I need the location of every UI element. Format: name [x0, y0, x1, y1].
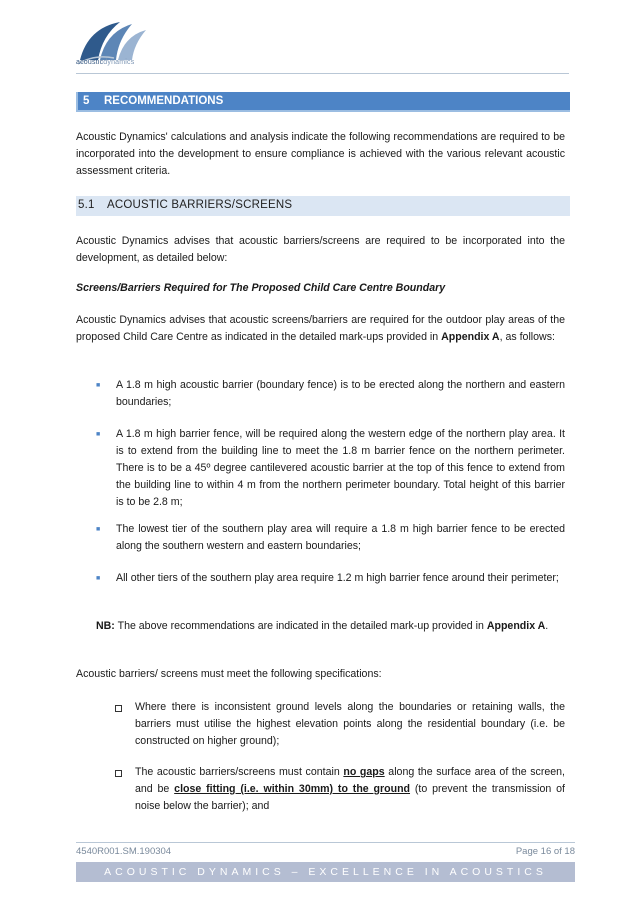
list-item: All other tiers of the southern play area require 1.2 m high barrier fence around their perimeter;	[116, 572, 559, 584]
barrier-requirements-paragraph: Acoustic Dynamics advises that acoustic screens/barriers are required for the outdoor play areas of the proposed Child Care Centre as indicated in the detailed mark-ups provided in Appendix A, as follows:	[76, 314, 565, 343]
note-label: NB:	[96, 620, 115, 632]
bullet-marker-icon: ■	[96, 382, 101, 389]
no-gaps-emphasis: no gaps	[343, 766, 385, 778]
bullet-marker-icon: ■	[96, 575, 101, 582]
close-fitting-emphasis: close fitting (i.e. within 30mm) to the ground	[174, 783, 411, 795]
subsection-number: 5.1	[78, 199, 95, 211]
document-reference: 4540R001.SM.190304	[76, 846, 172, 857]
subsection-title: ACOUSTIC BARRIERS/SCREENS	[107, 199, 293, 211]
section-title: RECOMMENDATIONS	[104, 95, 224, 107]
page-number: Page 16 of 18	[515, 846, 575, 857]
logo-wordmark: acousticdynamics	[76, 59, 135, 66]
note-paragraph: NB: The above recommendations are indicated in the detailed mark-up provided in Appendix A.	[96, 620, 549, 632]
list-item: A 1.8 m high acoustic barrier (boundary fence) is to be erected along the northern and eastern boundaries;	[116, 379, 565, 408]
subsection-heading-bar	[76, 196, 570, 216]
section-intro-paragraph: Acoustic Dynamics' calculations and analysis indicate the following recommendations are required to be incorporated into the development to ensure compliance is achieved with the various relevant acoustic assessment criteria.	[76, 131, 565, 177]
specifications-intro: Acoustic barriers/ screens must meet the following specifications:	[76, 668, 382, 680]
section-number: 5	[83, 95, 90, 107]
bullet-marker-icon: ■	[96, 431, 101, 438]
bullet-marker-icon: ■	[96, 526, 101, 533]
subsection-intro-paragraph: Acoustic Dynamics advises that acoustic barriers/screens are required to be incorporated into the development, as detailed below:	[76, 235, 565, 264]
appendix-a-reference: Appendix A	[441, 331, 500, 343]
checkbox-bullet-icon	[115, 770, 122, 777]
section-heading-bar	[76, 92, 570, 112]
checkbox-bullet-icon	[115, 705, 122, 712]
list-item: The acoustic barriers/screens must contain no gaps along the surface area of the screen, and be close fitting (i.e. within 30mm) to the ground (to prevent the transmission of noise below the barrier); and	[135, 766, 566, 812]
list-item: Where there is inconsistent ground levels along the boundaries or retaining walls, the barriers must utilise the highest elevation points along the residential boundary (i.e. be constructed on higher ground);	[135, 701, 565, 747]
appendix-a-reference: Appendix A	[486, 620, 546, 632]
footer-divider	[76, 842, 575, 843]
footer-tagline: ACOUSTIC DYNAMICS – EXCELLENCE IN ACOUSTICS	[76, 862, 575, 882]
list-item: A 1.8 m high barrier fence, will be required along the western edge of the northern play area. It is to extend from the building line to meet the 1.8 m barrier fence on the northern perimeter. There is to be a 45º degree cantilevered acoustic barrier at the top of this fence to extend from the building line to within 4 m from the northern perimeter boundary. Total height of this barrier is to be 2.8 m;	[116, 428, 565, 508]
list-item: The lowest tier of the southern play area will require a 1.8 m high barrier fence to be erected along the southern western and eastern boundaries;	[116, 523, 565, 552]
header-divider	[76, 73, 569, 74]
subsection-subheading: Screens/Barriers Required for The Proposed Child Care Centre Boundary	[76, 282, 446, 294]
